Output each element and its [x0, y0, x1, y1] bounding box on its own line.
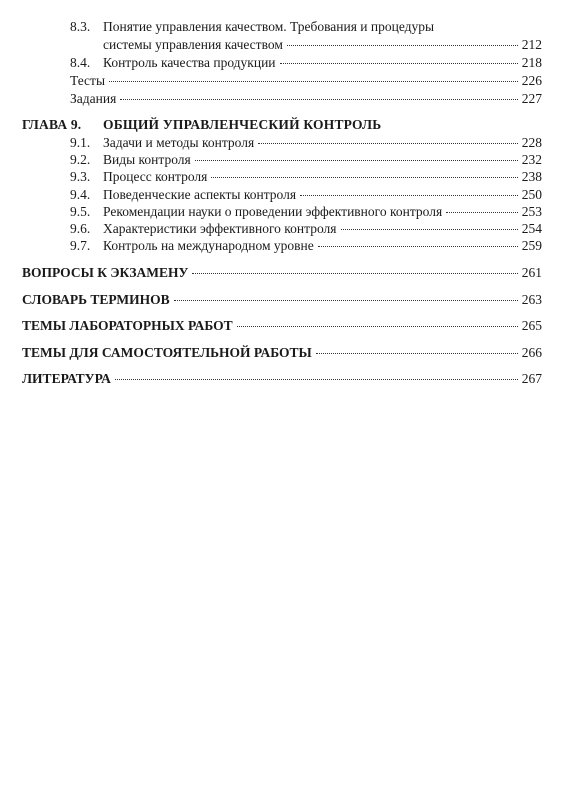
toc-page-number: 250 [521, 186, 542, 202]
toc-entry-number: 8.3. [70, 19, 91, 34]
toc-entry-title: Контроль на международном уровне [103, 238, 314, 254]
toc-back-matter-entry [22, 344, 542, 361]
toc-entry-title: Понятие управления качеством. Требования и процедуры [103, 19, 435, 34]
toc-entry-title: ТЕМЫ ДЛЯ САМОСТОЯТЕЛЬНОЙ РАБОТЫ [22, 344, 312, 360]
toc-entry-tasks [70, 90, 542, 107]
dot-leader [280, 63, 518, 64]
toc-entry-number: 9.1. [70, 135, 91, 150]
toc-back-matter-entry [22, 264, 542, 281]
toc-entry-number: 8.4. [70, 55, 91, 70]
toc-page-number: 218 [521, 55, 542, 70]
toc-entry-title: Рекомендации науки о проведении эффективного контроля [103, 203, 443, 219]
dot-leader [211, 177, 517, 178]
toc-entry-title: Процесс контроля [103, 169, 208, 185]
toc-entry-title: Характеристики эффективного контроля [103, 221, 337, 236]
dot-leader [115, 379, 518, 380]
toc-entry-title: ВОПРОСЫ К ЭКЗАМЕНУ [22, 265, 189, 280]
dot-leader [446, 212, 518, 213]
toc-entry-title: ЛИТЕРАТУРА [22, 371, 111, 386]
toc-page-number: 265 [521, 318, 542, 333]
toc-entry [70, 134, 542, 151]
dot-leader [174, 300, 518, 301]
toc-entry [70, 151, 542, 168]
toc-page-number: 228 [521, 135, 542, 150]
toc-entry-title: Тесты [70, 73, 106, 88]
toc-entry-number: 9.3. [70, 169, 91, 185]
toc-entry-8-3 [103, 36, 542, 53]
toc-page-number: 261 [521, 265, 542, 280]
dot-leader [341, 229, 518, 230]
toc-page-number: 212 [521, 37, 542, 52]
toc-back-matter-entry [22, 291, 542, 308]
toc-entry-number: 9.4. [70, 186, 91, 202]
toc-page-number: 238 [521, 169, 542, 185]
toc-entry-tests [70, 72, 542, 89]
chapter-title: ОБЩИЙ УПРАВЛЕНЧЕСКИЙ КОНТРОЛЬ [103, 117, 382, 132]
toc-entry [70, 220, 542, 237]
toc-entry [70, 186, 542, 203]
toc-entry-title: Виды контроля [103, 152, 191, 168]
toc-entry-title: СЛОВАРЬ ТЕРМИНОВ [22, 291, 170, 307]
toc-entry-title: Задания [70, 91, 117, 106]
toc-entry-8-3-line1 [70, 18, 434, 35]
toc-entry [70, 237, 542, 254]
toc-page-number: 263 [521, 291, 542, 307]
dot-leader [258, 143, 518, 144]
toc-page-number: 253 [521, 203, 542, 219]
toc-entry [70, 203, 542, 220]
toc-page-number: 266 [521, 344, 542, 360]
toc-entry-title: Поведенческие аспекты контроля [103, 186, 297, 202]
toc-page-number: 267 [521, 371, 542, 386]
toc-entry-8-4 [70, 54, 542, 71]
toc-entry-title: системы управления качеством [103, 37, 283, 52]
toc-entry-number: 9.5. [70, 203, 91, 219]
toc-entry-number: 9.6. [70, 221, 91, 236]
dot-leader [300, 195, 518, 196]
dot-leader [316, 353, 518, 354]
toc-entry-number: 9.7. [70, 238, 91, 254]
dot-leader [192, 273, 517, 274]
toc-entry-title: ТЕМЫ ЛАБОРАТОРНЫХ РАБОТ [22, 318, 233, 333]
toc-page-number: 232 [521, 152, 542, 168]
toc-page-number: 254 [521, 221, 542, 236]
dot-leader [120, 99, 517, 100]
toc-back-matter-entry [22, 317, 542, 334]
toc-entry-title: Задачи и методы контроля [103, 135, 255, 150]
toc-chapter-heading [22, 116, 381, 133]
dot-leader [318, 246, 518, 247]
toc-entry-number: 9.2. [70, 152, 91, 168]
dot-leader [287, 45, 518, 46]
chapter-number: ГЛАВА 9. [22, 117, 82, 132]
toc-page-number: 227 [521, 91, 542, 106]
toc-entry [70, 168, 542, 185]
dot-leader [237, 326, 518, 327]
toc-page-number: 259 [521, 238, 542, 254]
toc-back-matter-entry [22, 370, 542, 387]
dot-leader [109, 81, 518, 82]
toc-page-number: 226 [521, 73, 542, 88]
dot-leader [195, 160, 518, 161]
toc-entry-title: Контроль качества продукции [103, 55, 276, 70]
